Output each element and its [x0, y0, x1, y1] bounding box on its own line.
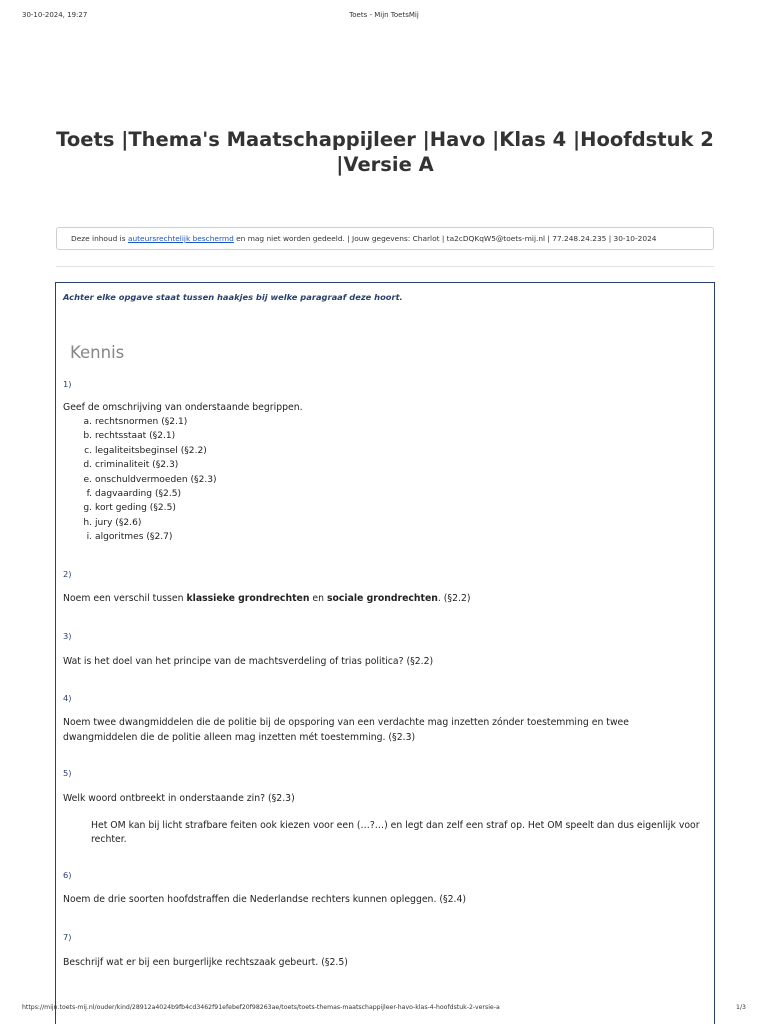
list-text: dagvaarding (§2.5) — [95, 489, 182, 500]
list-text: criminaliteit (§2.3) — [95, 460, 179, 471]
list-letter: b. — [83, 431, 92, 442]
question-text: Geef de omschrijving van onderstaande begrippen. — [63, 402, 303, 413]
print-footer — [22, 1004, 746, 1016]
question-text-part: Noem een verschil tussen — [63, 593, 187, 604]
question-text: Noem twee dwangmiddelen die de politie bij de opsporing van een verdachte mag inzetten zónder toestemming en twee dwangmiddelen die de politie alleen mag inzetten mét toestemming. (§2.3) — [63, 717, 629, 743]
question-text: Wat is het doel van het principe van de machtsverdeling of trias politica? (§2.2) — [63, 656, 434, 667]
list-item — [78, 530, 217, 544]
list-item — [78, 487, 217, 501]
question-text: Noem de drie soorten hoofdstraffen die Nederlandse rechters kunnen opleggen. (§2.4) — [63, 894, 467, 905]
list-text: algoritmes (§2.7) — [95, 532, 173, 543]
print-page-title: Toets - Mijn ToetsMij — [349, 11, 419, 19]
list-item — [78, 444, 217, 458]
list-text: legaliteitsbeginsel (§2.2) — [95, 445, 207, 456]
question-text-part: en — [309, 593, 327, 604]
copyright-notice — [56, 227, 714, 250]
question-text: Beschrijf wat er bij een burgerlijke rechtszaak gebeurt. (§2.5) — [63, 957, 348, 968]
question-number: 1) — [63, 379, 72, 389]
page-number: 1/3 — [736, 1004, 746, 1011]
test-content — [55, 282, 715, 1024]
list-text: kort geding (§2.5) — [95, 503, 176, 514]
print-header — [22, 11, 746, 23]
notice-prefix: Deze inhoud is — [71, 234, 128, 243]
list-item — [78, 473, 217, 487]
list-item — [78, 501, 217, 515]
list-item — [78, 429, 217, 443]
list-letter: c. — [84, 445, 92, 456]
list-letter: e. — [83, 474, 92, 485]
list-letter: i. — [86, 532, 92, 543]
list-text: rechtsnormen (§2.1) — [95, 417, 188, 427]
print-url: https://mijn.toets-mij.nl/ouder/kind/28912a4024b9fb4cd3462f91efebef20f98263ae/toets/toets-themas-maatschappijleer-havo-klas-4-hoofdstuk-2-versie-a — [22, 1004, 500, 1011]
question-text — [63, 592, 703, 607]
list-letter: a. — [83, 417, 92, 427]
question-number: 2) — [63, 569, 72, 579]
question-number: 7) — [63, 932, 72, 942]
notice-suffix: en mag niet worden gedeeld. | Jouw gegevens: Charlot | ta2cDQKqW5@toets-mij.nl | 77.248.24.235 | 30-10-2024 — [233, 234, 657, 243]
copyright-link[interactable]: auteursrechtelijk beschermd — [127, 234, 234, 243]
list-text: rechtsstaat (§2.1) — [95, 431, 176, 442]
list-item — [78, 458, 217, 472]
term-bold: klassieke grondrechten — [186, 593, 310, 604]
question-number: 5) — [63, 768, 72, 778]
page-title: Toets |Thema's Maatschappijleer |Havo |Klas 4 |Hoofdstuk 2 |Versie A — [56, 128, 714, 176]
question-number: 3) — [63, 631, 72, 641]
list-letter: f. — [86, 489, 92, 500]
term-bold: sociale grondrechten — [326, 593, 438, 604]
divider — [56, 266, 714, 267]
question-number: 6) — [63, 870, 72, 880]
list-text: onschuldvermoeden (§2.3) — [95, 474, 217, 485]
list-letter: g. — [83, 503, 92, 514]
question-number: 4) — [63, 693, 72, 703]
list-item — [78, 415, 217, 429]
quoted-sentence: Het OM kan bij licht strafbare feiten ook kiezen voor een (…?…) en legt dan zelf een straf op. Het OM speelt dan dus eigenlijk voor rechter. — [91, 820, 700, 845]
list-letter: d. — [83, 460, 92, 471]
term-list — [78, 415, 217, 545]
list-text: jury (§2.6) — [95, 517, 142, 528]
intro-text: Achter elke opgave staat tussen haakjes bij welke paragraaf deze hoort. — [63, 292, 403, 302]
list-letter: h. — [83, 517, 92, 528]
question-text: Welk woord ontbreekt in onderstaande zin? (§2.3) — [63, 793, 295, 804]
section-heading: Kennis — [70, 343, 125, 362]
print-date: 30-10-2024, 19:27 — [22, 11, 88, 19]
list-item — [78, 516, 217, 530]
question-text-part: . (§2.2) — [437, 593, 471, 604]
